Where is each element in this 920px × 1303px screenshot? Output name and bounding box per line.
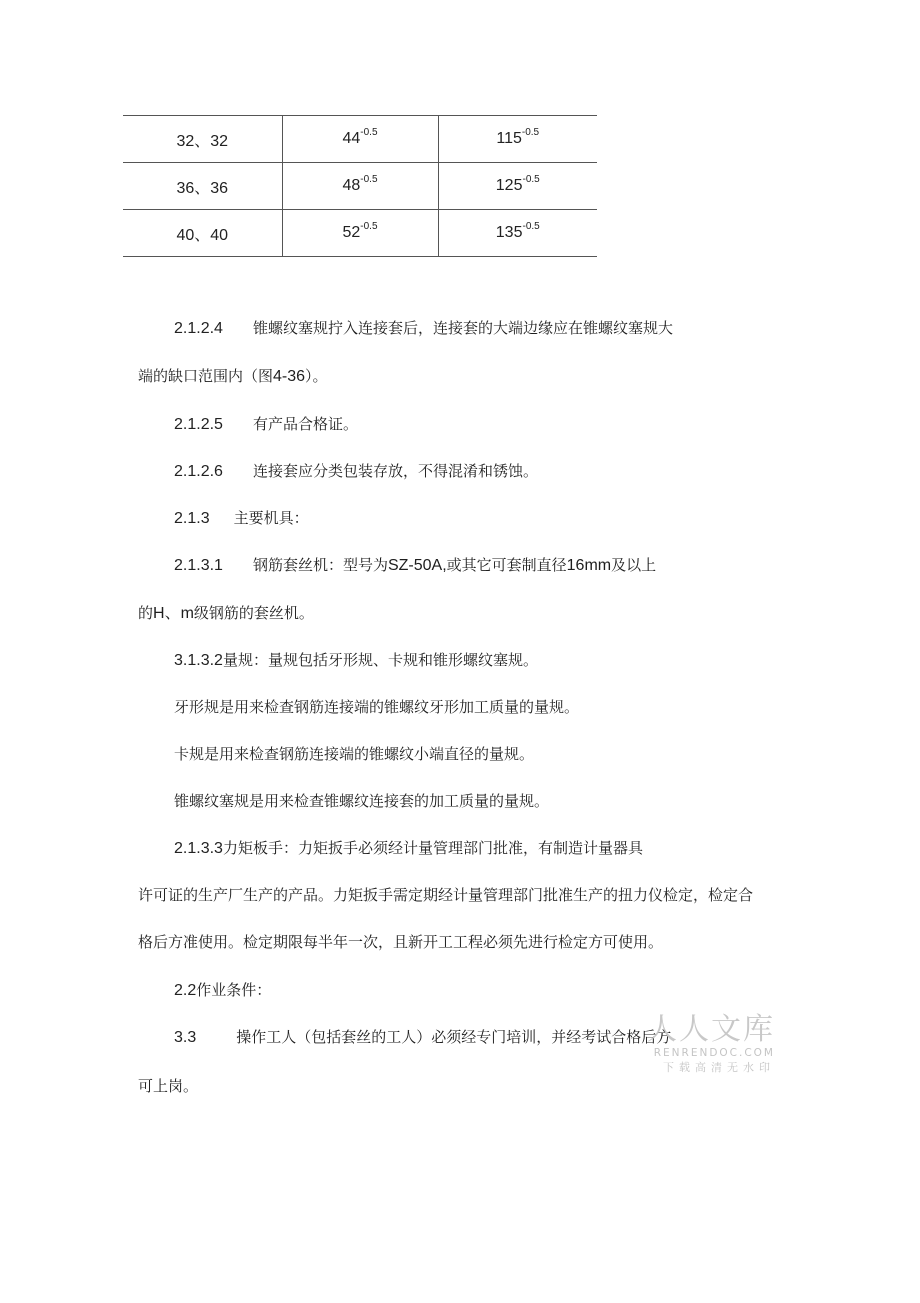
paragraph-3-3 xyxy=(174,1027,671,1048)
paragraph-text: 作业条件： xyxy=(196,981,272,999)
section-number: 2.1.3.1 xyxy=(174,557,223,574)
table-cell-b: $125^{-0.5}$ xyxy=(438,163,597,210)
table-cell-a: $52^{-0.5}$ xyxy=(282,210,438,257)
paragraph-2-1-3-3 xyxy=(174,838,643,859)
spec-table xyxy=(123,115,597,257)
section-number: 2.1.2.5 xyxy=(174,416,223,433)
paragraph-3-1-3-2 xyxy=(174,650,538,671)
table-cell-b: $115^{-0.5}$ xyxy=(438,116,597,163)
section-number: 2.1.3 xyxy=(174,510,210,527)
paragraph-text: 锥螺纹塞规拧入连接套后，连接套的大端边缘应在锥螺纹塞规大 xyxy=(252,319,673,337)
steel-grade: H、m xyxy=(153,605,194,622)
paragraph-text: 连接套应分类包装存放，不得混淆和锈蚀。 xyxy=(252,462,538,480)
section-number: 2.1.2.6 xyxy=(174,463,223,480)
paragraph-text: 操作工人（包括套丝的工人）必须经专门培训，并经考试合格后方 xyxy=(236,1028,672,1046)
watermark-domain: RENRENDOC.COM xyxy=(653,1047,775,1059)
paragraph-text: 锥螺纹塞规是用来检查锥螺纹连接套的加工质量的量规。 xyxy=(174,792,550,810)
section-number: 2.1.3.3 xyxy=(174,840,223,857)
table-row xyxy=(123,163,597,210)
watermark-tagline: 下载高清无水印 xyxy=(663,1061,775,1074)
paragraph-2-1-2-5 xyxy=(174,414,358,435)
watermark xyxy=(640,1014,775,1076)
table-row xyxy=(123,210,597,257)
paragraph-text: 有产品合格证。 xyxy=(252,415,358,433)
figure-reference: 4-36 xyxy=(273,368,306,385)
paragraph-2-1-2-6 xyxy=(174,461,538,482)
table-row xyxy=(123,116,597,163)
paragraph-continuation: 许可证的生产厂生产的产品。力矩扳手需定期经计量管理部门批准生产的扭力仪检定，检定合 xyxy=(138,886,754,904)
section-number: 2.2 xyxy=(174,982,197,999)
table-cell-spec: 36、36 xyxy=(123,163,282,210)
paragraph-2-1-2-4 xyxy=(174,318,673,339)
table-cell-spec: 40、40 xyxy=(123,210,282,257)
paragraph-continuation: 端的缺口范围内（图4-36）。 xyxy=(138,367,328,385)
paragraph-continuation: 可上岗。 xyxy=(138,1077,199,1095)
table-cell-spec: 32、32 xyxy=(123,116,282,163)
section-number: 3.1.3.2 xyxy=(174,652,223,669)
table-cell-a: $44^{-0.5}$ xyxy=(282,116,438,163)
paragraph-text: 主要机具： xyxy=(233,509,309,527)
paragraph-continuation: 格后方准使用。检定期限每半年一次，且新开工工程必须先进行检定方可使用。 xyxy=(138,933,664,951)
paragraph-2-1-3-1: 2.1.3.1 钢筋套丝机：型号为SZ-50A,或其它可套制直径16mm及以上 xyxy=(174,556,657,574)
watermark-logo: 人人文库 xyxy=(647,1012,775,1047)
paragraph-text: 牙形规是用来检查钢筋连接端的锥螺纹牙形加工质量的量规。 xyxy=(174,698,580,716)
section-number: 3.3 xyxy=(174,1029,197,1046)
paragraph-text: 量规：量规包括牙形规、卡规和锥形螺纹塞规。 xyxy=(222,651,538,669)
paragraph-2-2 xyxy=(174,980,271,1001)
paragraph-continuation: 的H、m级钢筋的套丝机。 xyxy=(138,604,314,622)
model-number: SZ-50A, xyxy=(387,557,447,574)
table-cell-a: $48^{-0.5}$ xyxy=(282,163,438,210)
paragraph-text: 力矩板手：力矩扳手必须经计量管理部门批准，有制造计量器具 xyxy=(222,839,643,857)
table-cell-b: $135^{-0.5}$ xyxy=(438,210,597,257)
section-number: 2.1.2.4 xyxy=(174,320,223,337)
paragraph-2-1-3 xyxy=(174,508,309,529)
diameter-value: 16mm xyxy=(566,557,612,574)
paragraph-text: 卡规是用来检查钢筋连接端的锥螺纹小端直径的量规。 xyxy=(174,745,535,763)
